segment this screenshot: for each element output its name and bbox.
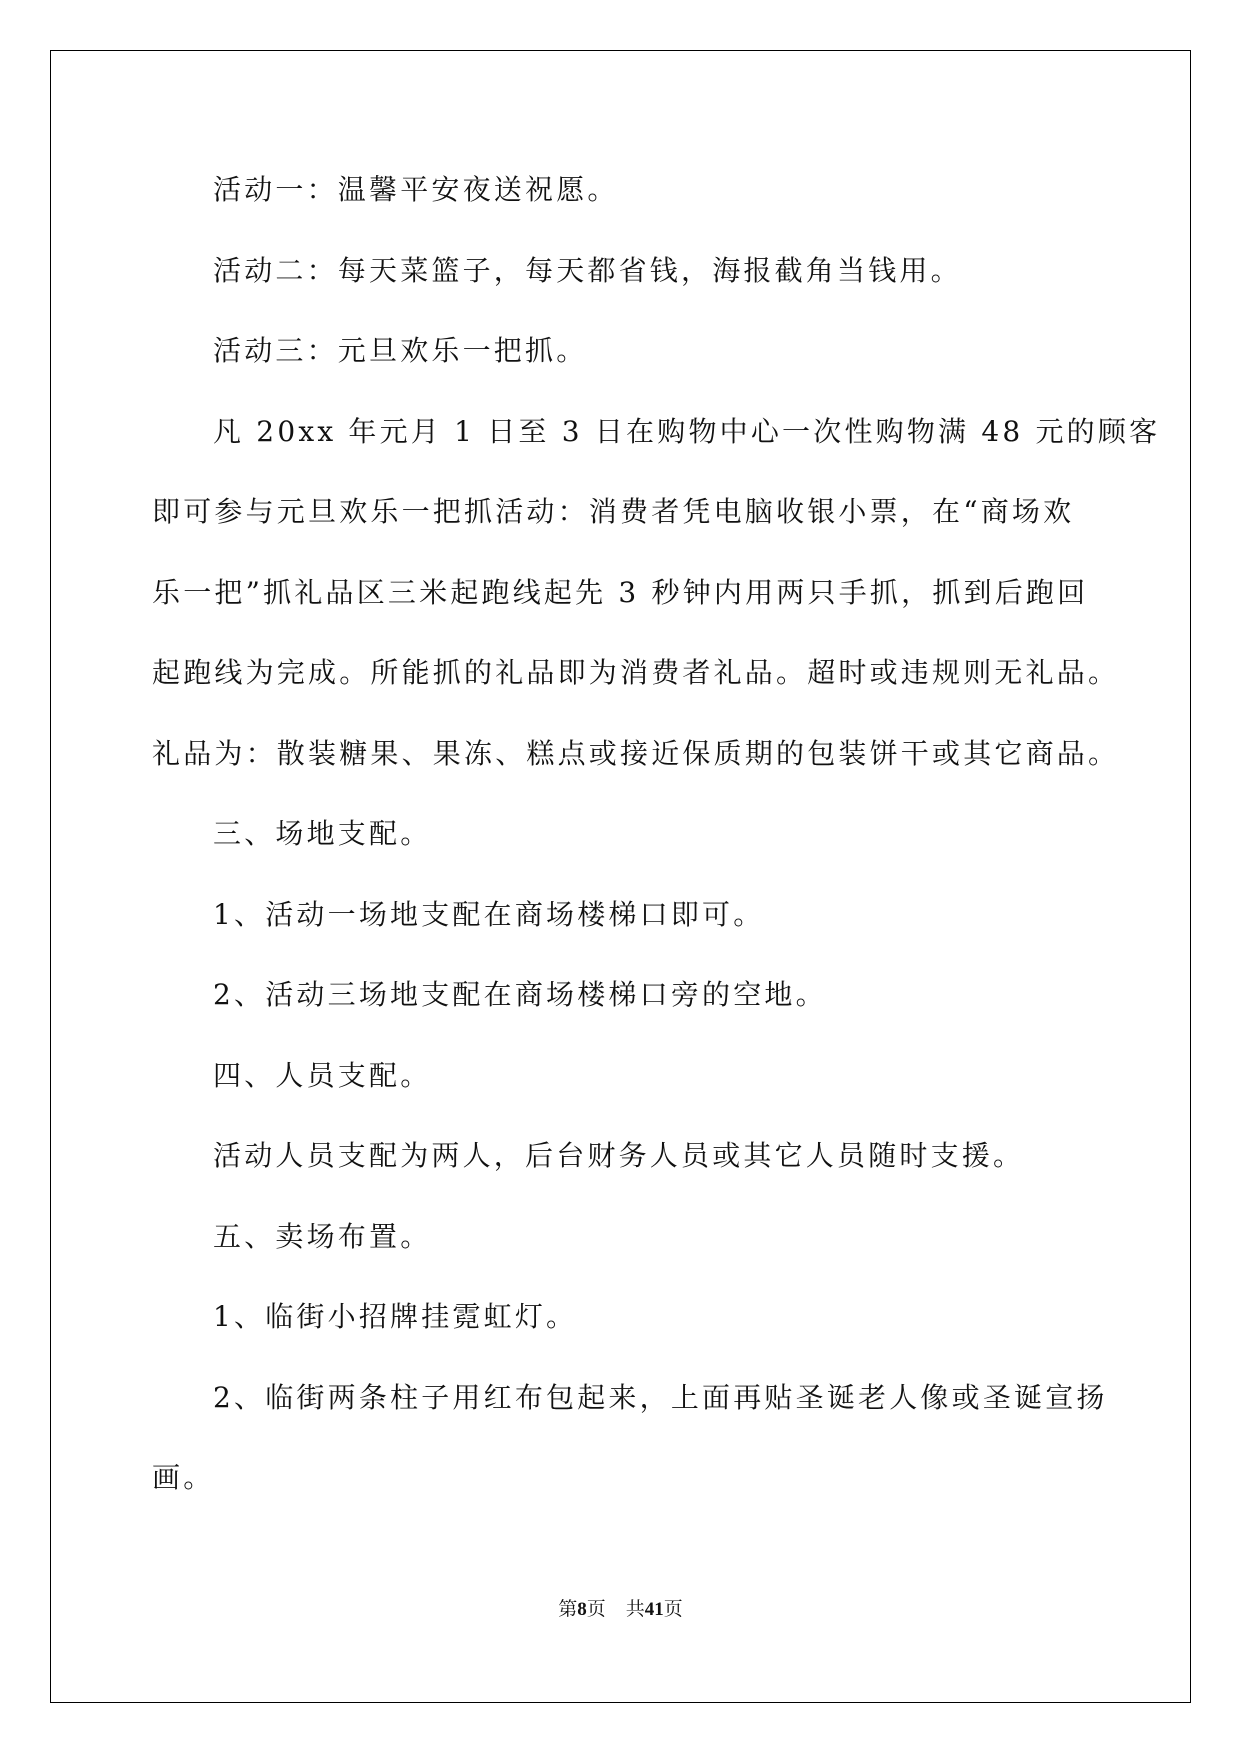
paragraph-line: 即可参与元旦欢乐一把抓活动：消费者凭电脑收银小票，在“商场欢 [152, 495, 1075, 528]
paragraph-line: 四、人员支配。 [213, 1058, 432, 1092]
paragraph-line: 三、场地支配。 [213, 817, 432, 850]
paragraph-line: 2、活动三场地支配在商场楼梯口旁的空地。 [213, 978, 827, 1011]
paragraph-line: 2、临街两条柱子用红布包起来，上面再贴圣诞老人像或圣诞宣扬 [213, 1380, 1108, 1414]
total-suffix: 页 [663, 1599, 683, 1620]
total-pages: 41 [644, 1599, 664, 1620]
paragraph-line: 活动三：元旦欢乐一把抓。 [213, 334, 588, 367]
page-suffix: 页 [586, 1599, 606, 1620]
paragraph-line: 礼品为：散装糖果、果冻、糕点或接近保质期的包装饼干或其它商品。 [152, 736, 1120, 770]
paragraph-line: 画。 [152, 1461, 215, 1494]
paragraph-line: 五、卖场布置。 [213, 1219, 432, 1253]
paragraph-line: 1、活动一场地支配在商场楼梯口即可。 [213, 897, 765, 931]
paragraph-line: 活动一：温馨平安夜送祝愿。 [213, 173, 619, 206]
page-footer [0, 1598, 1241, 1622]
paragraph-line: 凡 20xx 年元月 1 日至 3 日在购物中心一次性购物满 48 元的顾客 [213, 414, 1161, 448]
page-prefix: 第 [558, 1599, 578, 1620]
paragraph-line: 乐一把”抓礼品区三米起跑线起先 3 秒钟内用两只手抓，抓到后跑回 [152, 575, 1089, 609]
paragraph-line: 起跑线为完成。所能抓的礼品即为消费者礼品。超时或违规则无礼品。 [152, 656, 1120, 689]
paragraph-line: 1、临街小招牌挂霓虹灯。 [213, 1300, 578, 1333]
paragraph-line: 活动二：每天菜篮子，每天都省钱，海报截角当钱用。 [213, 253, 962, 287]
total-prefix: 共 [625, 1599, 645, 1620]
paragraph-line: 活动人员支配为两人，后台财务人员或其它人员随时支援。 [213, 1139, 1025, 1172]
page-number: 8 [577, 1599, 587, 1620]
document-body [152, 166, 1161, 1535]
